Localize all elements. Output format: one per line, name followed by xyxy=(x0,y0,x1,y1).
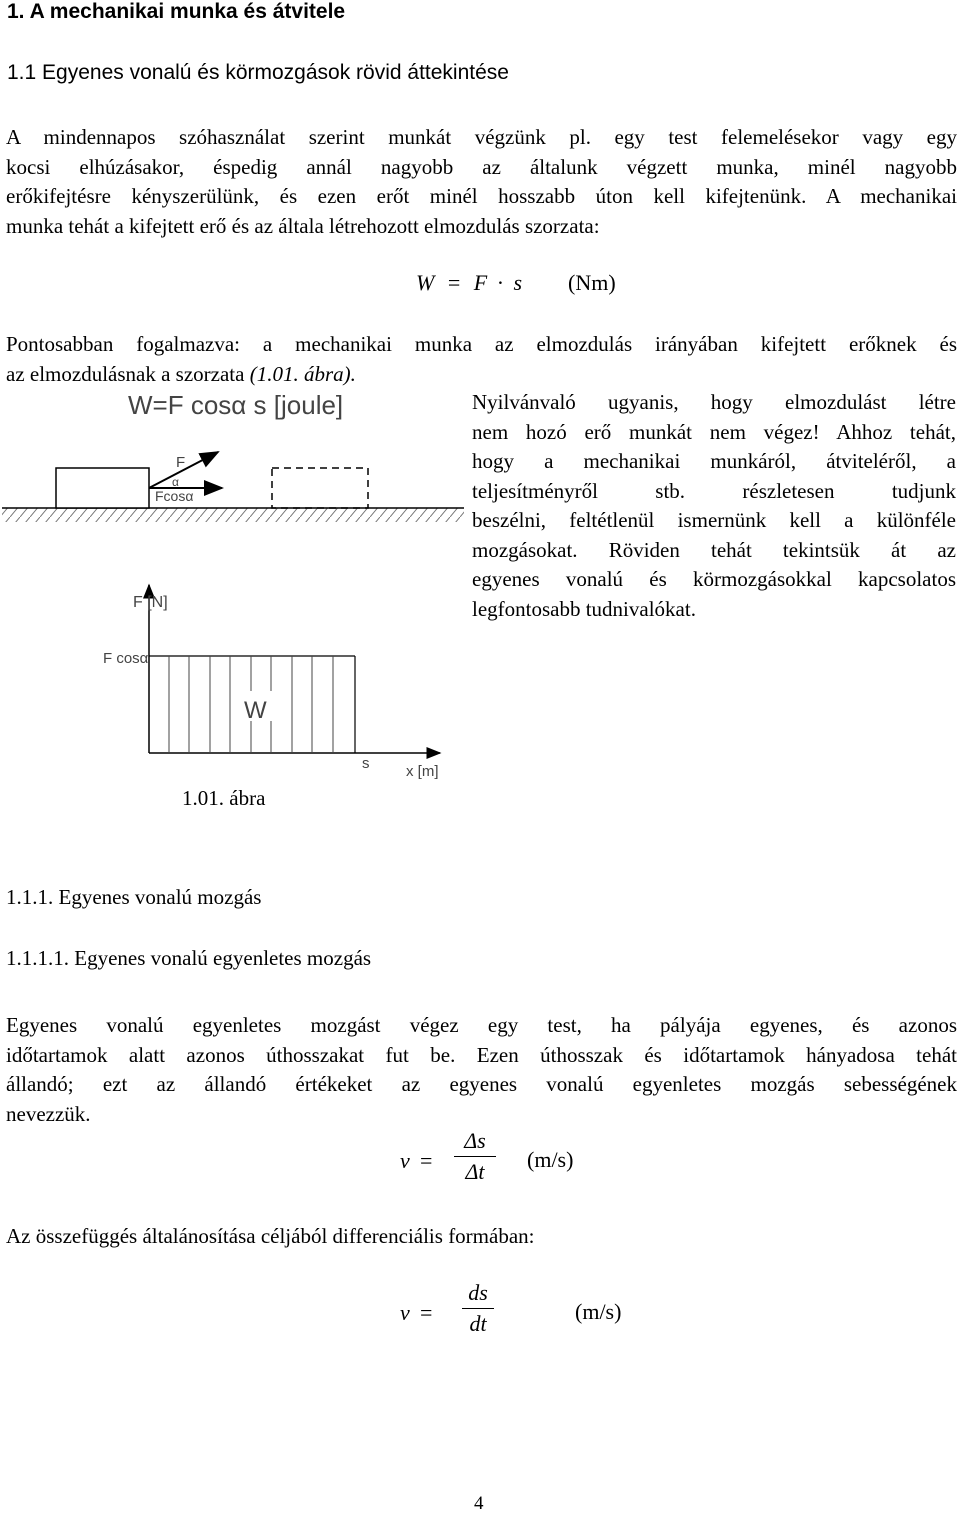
intro-line-1: A mindennapos szóhasználat szerint munkát végzünk pl. egy test felemelésekor vagy egy xyxy=(6,125,957,149)
block-end xyxy=(272,468,368,508)
page-number: 4 xyxy=(474,1493,484,1514)
differential-equation xyxy=(400,1280,640,1350)
intro-line-2: kocsi elhúzásakor, éspedig annál nagyobb az általunk végzett munka, minél nagyobb xyxy=(6,154,957,179)
subsubsection-heading: 1.1.1.1. Egyenes vonalú egyenletes mozgás xyxy=(6,946,372,970)
intro-line-3: erőkifejtésre kényszerülünk, és ezen erőt minél hosszabb úton kell kifejtenünk. A mechanikai xyxy=(6,184,957,208)
side-line-8: legfontosabb tudnivalókat. xyxy=(472,596,696,621)
eq2-numerator: Δs xyxy=(464,1128,486,1153)
component-label: Fcosα xyxy=(155,488,194,504)
uniform-line-2: időtartamok alatt azonos úthosszakat fut be. Ezen úthosszak és időtartamok hányadosa tehát xyxy=(6,1042,957,1067)
eq3-numerator: ds xyxy=(468,1280,488,1305)
definition-line-1: Pontosabban fogalmazva: a mechanikai munka az elmozdulás irányában kifejtett erőknek és xyxy=(6,332,957,356)
figure-formula: W=F cosα s [joule] xyxy=(128,390,344,420)
side-line-6: mozgásokat. Röviden tehát tekintsük át az xyxy=(472,537,956,562)
eq3-fraction xyxy=(462,1280,494,1337)
intro-paragraph xyxy=(6,123,957,241)
subsection-heading: 1.1.1. Egyenes vonalú mozgás xyxy=(6,885,262,909)
side-paragraph xyxy=(472,388,956,624)
intro-line-4: munka tehát a kifejtett erő és az általa létrehozott elmozdulás szorzata: xyxy=(6,213,600,238)
side-line-2: nem hozó erő munkát nem végez! Ahhoz tehát, xyxy=(472,419,956,444)
side-line-3: hogy a mechanikai munkáról, átviteléről, a xyxy=(472,449,956,473)
chapter-heading: 1. A mechanikai munka és átvitele xyxy=(7,0,346,23)
eq3-velocity-symbol: v xyxy=(400,1300,410,1325)
uniform-line-4: nevezzük. xyxy=(6,1101,91,1126)
eq3-fraction-bar xyxy=(462,1308,494,1309)
eq-force-symbol: F xyxy=(473,270,488,295)
eq-dot: · xyxy=(496,270,505,295)
definition-paragraph xyxy=(6,330,957,389)
definition-line-2: az elmozdulásnak a szorzata xyxy=(6,361,250,386)
x-axis-label: x [m] xyxy=(406,763,439,780)
figure-reference: (1.01. ábra). xyxy=(249,361,356,386)
eq3-unit: (m/s) xyxy=(575,1299,622,1324)
side-line-1: Nyilvánvaló ugyanis, hogy elmozdulást létre xyxy=(472,390,956,414)
side-line-4: teljesítményről stb. részletesen tudjunk xyxy=(472,478,956,503)
figure-caption: 1.01. ábra xyxy=(182,786,266,810)
eq2-fraction-bar xyxy=(454,1156,496,1157)
force-label: F xyxy=(176,454,186,471)
eq-equals: = xyxy=(447,270,461,295)
section-heading: 1.1 Egyenes vonalú és körmozgások rövid áttekintése xyxy=(7,61,509,84)
side-line-7: egyenes vonalú és körmozgásokkal kapcsolatos xyxy=(472,567,956,591)
y-axis-label: F [N] xyxy=(133,594,168,611)
uniform-line-3: állandó; ezt az állandó értékeket az egyenes vonalú egyenletes mozgás sebességének xyxy=(6,1072,957,1096)
angle-label: α xyxy=(172,475,179,489)
eq2-fraction xyxy=(454,1128,496,1185)
eq-work-symbol: W xyxy=(416,270,435,295)
side-line-5: beszélni, feltétlenül ismernünk kell a különféle xyxy=(472,508,956,532)
work-area-label: W xyxy=(244,697,267,724)
work-equation xyxy=(416,270,636,296)
eq-unit: (Nm) xyxy=(568,270,616,295)
uniform-motion-paragraph xyxy=(6,1011,957,1129)
block-start xyxy=(56,468,149,508)
generalization-line: Az összefüggés általánosítása céljából differenciális formában: xyxy=(6,1224,535,1248)
eq2-velocity-symbol: v xyxy=(400,1148,410,1173)
velocity-equation xyxy=(400,1128,640,1198)
eq-displacement-symbol: s xyxy=(513,270,523,295)
eq3-denominator: dt xyxy=(469,1311,487,1336)
ground-hatching xyxy=(2,508,464,522)
uniform-line-1: Egyenes vonalú egyenletes mozgást végez egy test, ha pályája egyenes, és azonos xyxy=(6,1013,957,1037)
y-value-label: F cosα xyxy=(103,650,149,667)
work-figure xyxy=(0,385,470,810)
eq2-unit: (m/s) xyxy=(527,1147,574,1172)
eq2-equals: = xyxy=(420,1148,433,1173)
eq3-equals: = xyxy=(420,1300,433,1325)
eq2-denominator: Δt xyxy=(465,1159,485,1184)
s-label: s xyxy=(362,755,370,772)
